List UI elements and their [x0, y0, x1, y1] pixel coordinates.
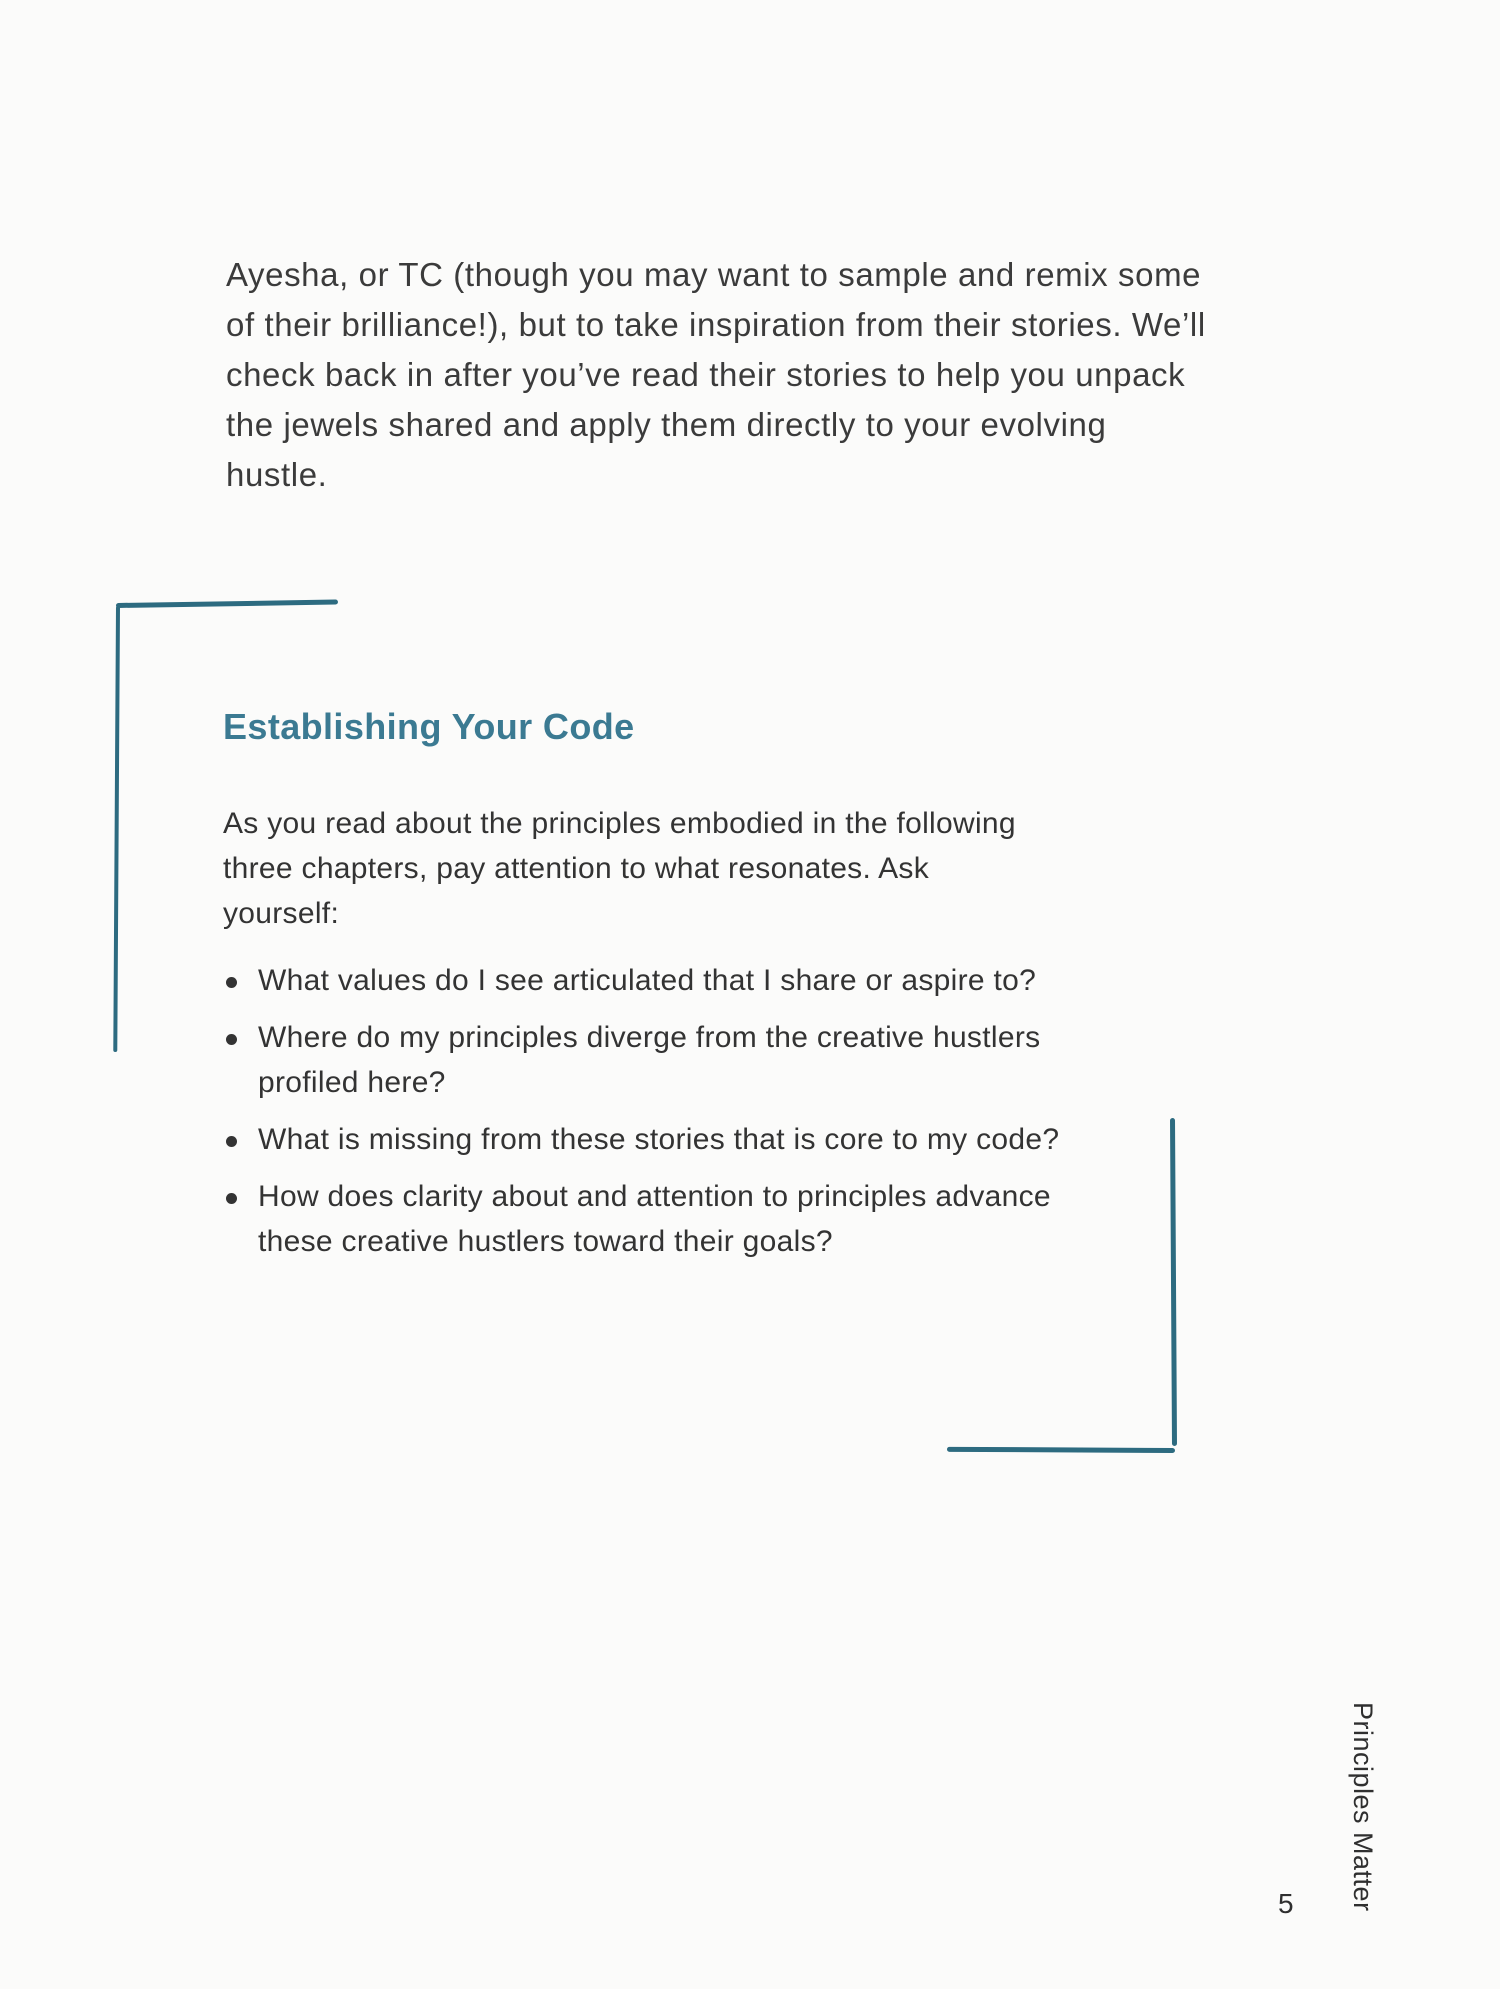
- list-item: [223, 1015, 1103, 1105]
- page-number: 5: [1278, 1888, 1294, 1919]
- question-text: How does clarity about and attention to principles advance these creative hustlers toward their goals?: [258, 1180, 1051, 1258]
- bullet-icon: [226, 1193, 237, 1204]
- question-text: What values do I see articulated that I share or aspire to?: [258, 964, 1037, 997]
- list-item: [223, 1117, 1103, 1162]
- running-head: Principles Matter: [1348, 1702, 1378, 1912]
- frame-left-line: [113, 606, 120, 1052]
- frame-bottom-line: [947, 1447, 1175, 1453]
- question-text: What is missing from these stories that is core to my code?: [258, 1123, 1060, 1156]
- bullet-icon: [226, 1034, 237, 1045]
- bullet-icon: [226, 1136, 237, 1147]
- list-item: [223, 1174, 1103, 1264]
- section-heading: Establishing Your Code: [223, 706, 635, 747]
- list-item: [223, 958, 1103, 1003]
- section-body: As you read about the principles embodied in the following three chapters, pay attention to what resonates. Ask yourself:: [223, 807, 1016, 930]
- frame-top-line: [116, 600, 338, 608]
- bullet-icon: [226, 977, 237, 988]
- intro-paragraph: Ayesha, or TC (though you may want to sample and remix some of their brilliance!), but to take inspiration from their stories. We’ll check back in after you’ve read their stories to help you unpack the jewels shared and apply them directly to your evolving hustle.: [226, 256, 1206, 493]
- question-text: Where do my principles diverge from the creative hustlers profiled here?: [258, 1021, 1041, 1099]
- question-list: [223, 958, 1103, 1276]
- frame-right-line: [1170, 1118, 1177, 1446]
